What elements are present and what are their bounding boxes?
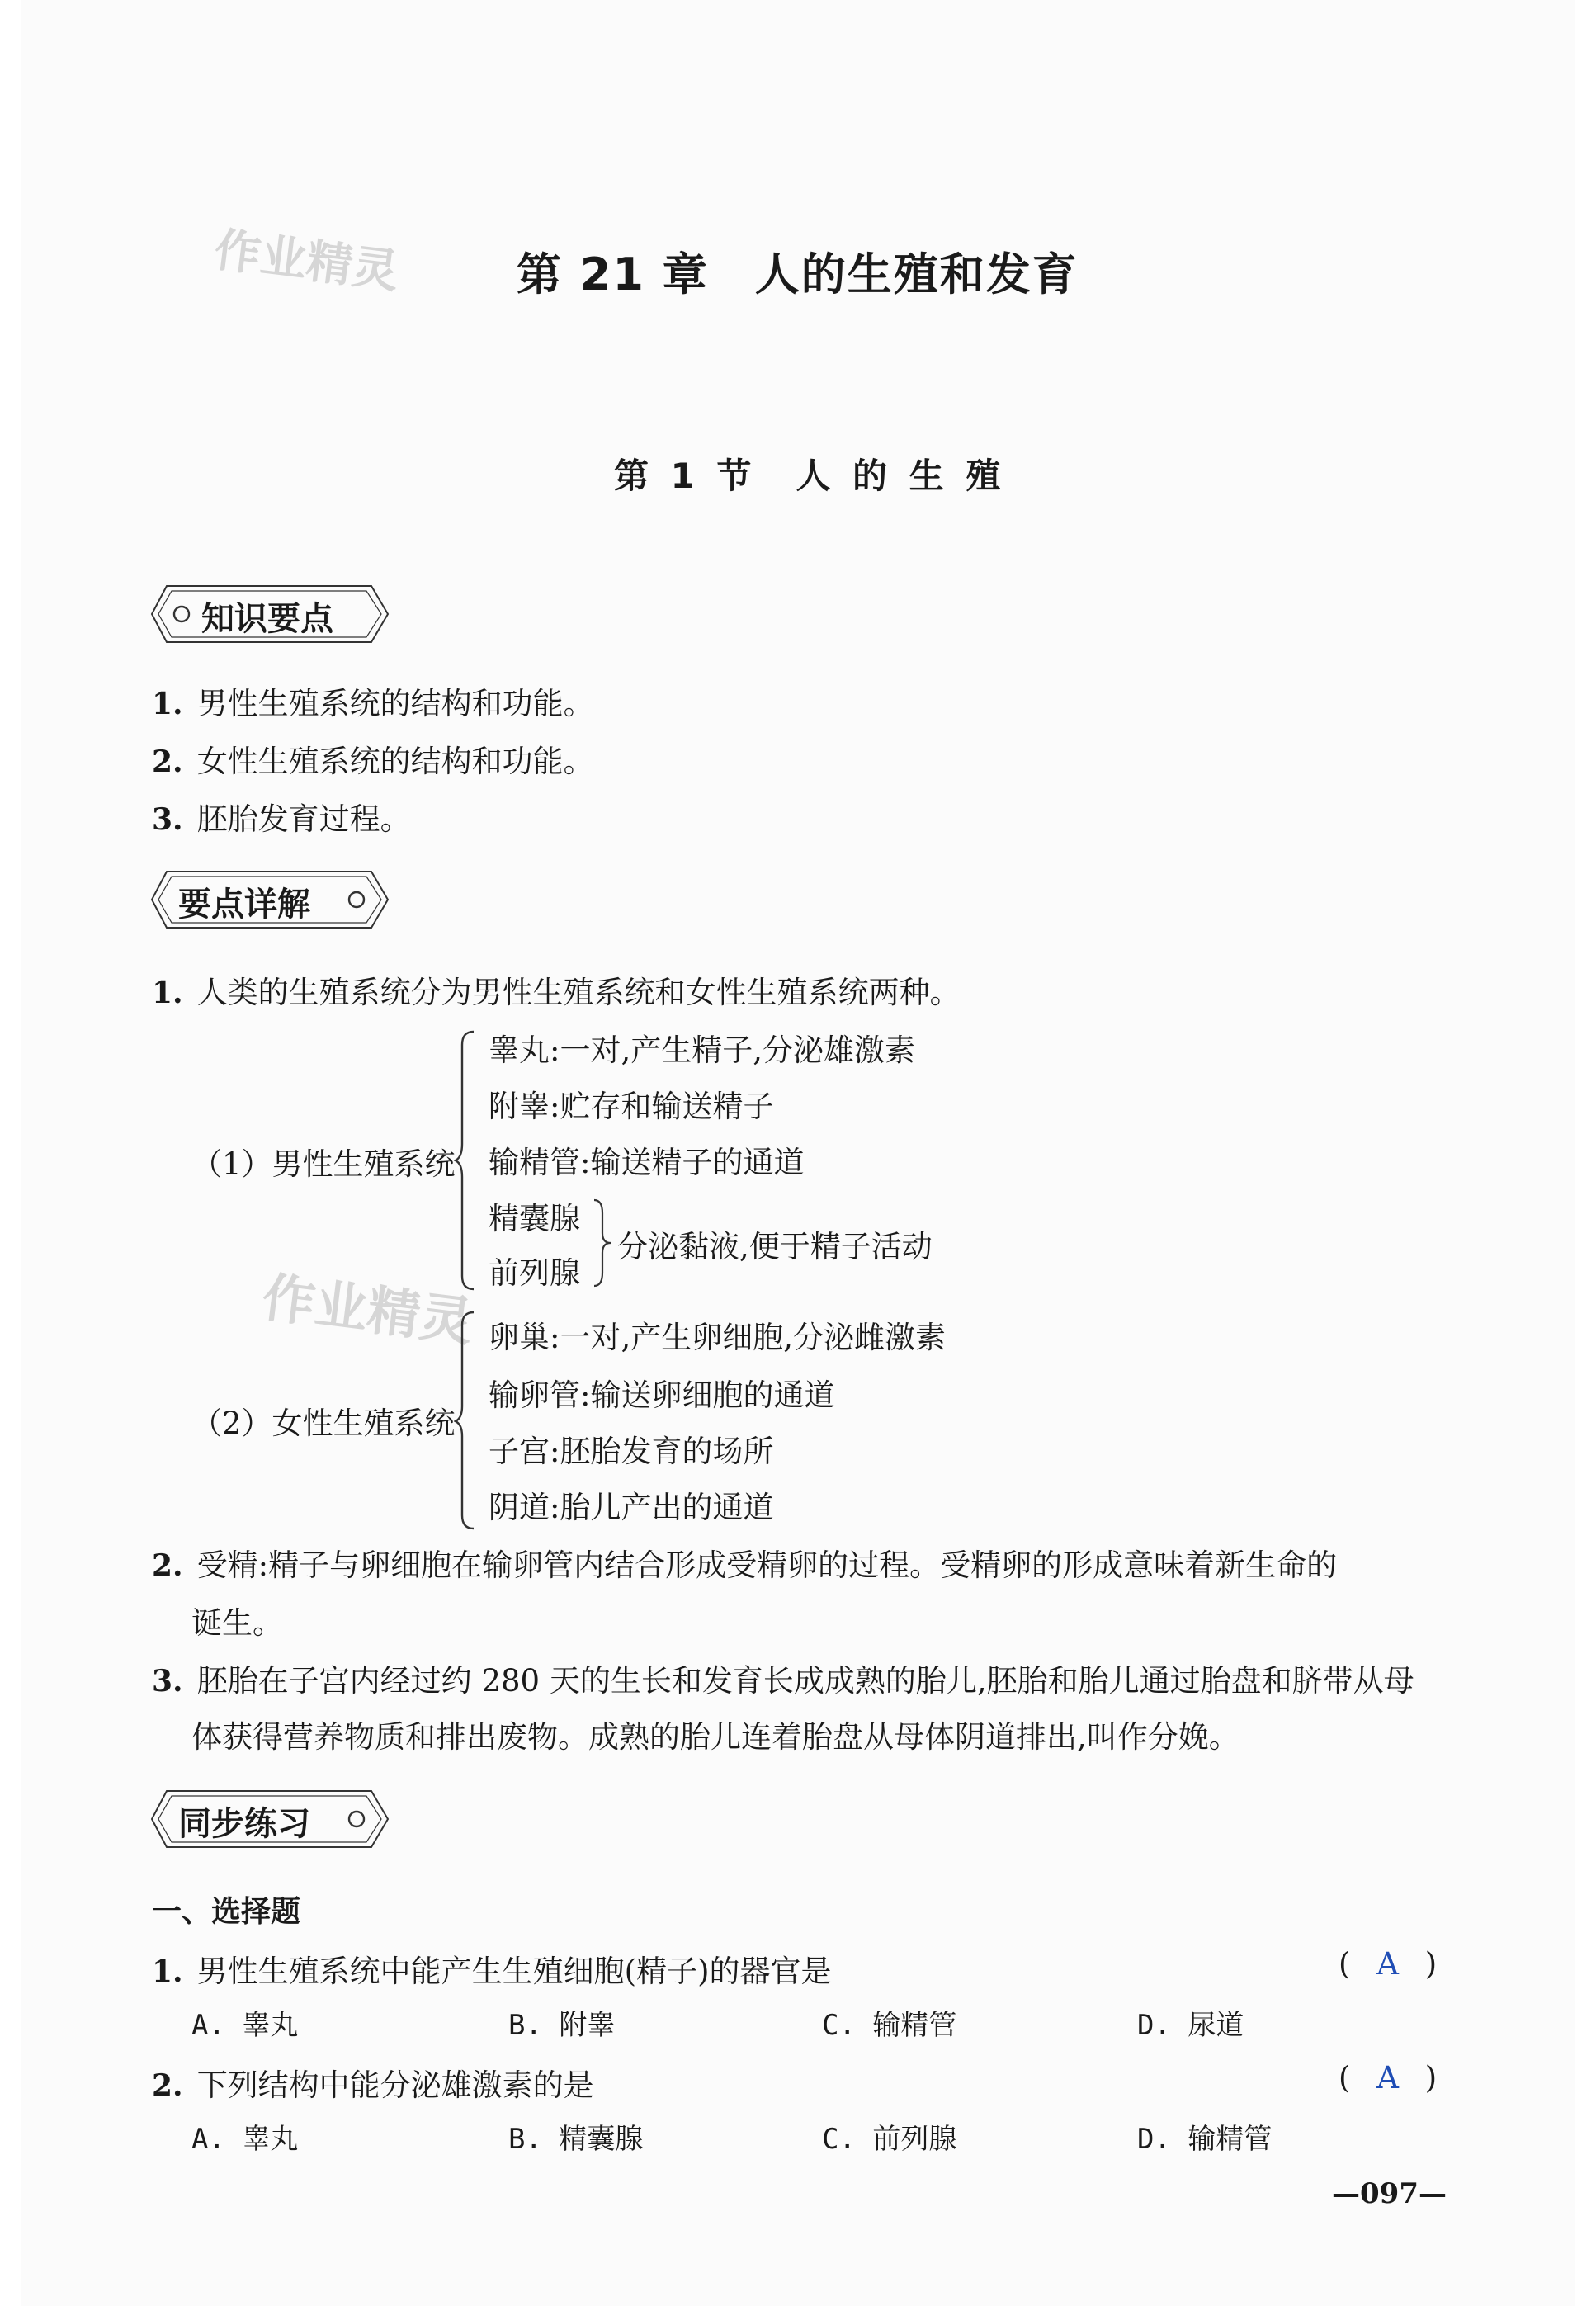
knowledge-point-1: 1. 男性生殖系统的结构和功能。: [152, 686, 594, 721]
practice-badge: [149, 1788, 396, 1850]
question-2-option-c: C. 前列腺: [822, 2123, 957, 2156]
badge-label: 知识要点: [201, 600, 333, 638]
knowledge-point-3: 3. 胚胎发育过程。: [152, 801, 411, 837]
question-2-option-a: A. 睾丸: [191, 2123, 299, 2156]
circle-icon: [349, 892, 364, 907]
detail-point-1: 1. 人类的生殖系统分为男性生殖系统和女性生殖系统两种。: [152, 975, 961, 1010]
male-item-testis: 睾丸:一对,产生精子,分泌雄激素: [489, 1033, 915, 1068]
detail-point-2-continued: 诞生。: [191, 1605, 283, 1641]
question-1-option-b: B. 附睾: [508, 2009, 616, 2042]
male-item-epididymis: 附睾:贮存和输送精子: [489, 1089, 774, 1124]
section-title: 第 1 节 人 的 生 殖: [614, 456, 1006, 496]
gland-brace: [593, 1197, 612, 1289]
male-brace: [454, 1028, 479, 1292]
answer-value: A: [1376, 1946, 1399, 1982]
choice-section-heading: 一、选择题: [152, 1895, 301, 1929]
question-1-option-d: D. 尿道: [1137, 2009, 1244, 2042]
female-item-uterus: 子宫:胚胎发育的场所: [489, 1434, 774, 1469]
question-2-option-b: B. 精囊腺: [508, 2123, 644, 2156]
male-item-prostate: 前列腺: [489, 1255, 580, 1291]
circle-icon: [174, 607, 189, 621]
detail-point-3: 3. 胚胎在子宫内经过约 280 天的生长和发育长成成熟的胎儿,胚胎和胎儿通过胎盘和脐带从母: [152, 1663, 1414, 1699]
watermark-top: 作业精灵: [211, 223, 402, 300]
knowledge-point-2: 2. 女性生殖系统的结构和功能。: [152, 744, 594, 779]
male-system-label: （1）男性生殖系统: [191, 1146, 456, 1182]
watermark-middle: 作业精灵: [258, 1267, 476, 1354]
female-brace: [454, 1309, 479, 1532]
question-1-option-a: A. 睾丸: [191, 2009, 299, 2042]
circle-icon: [349, 1812, 364, 1826]
detail-point-3-continued: 体获得营养物质和排出废物。成熟的胎儿连着胎盘从母体阴道排出,叫作分娩。: [191, 1719, 1239, 1755]
female-item-oviduct: 输卵管:输送卵细胞的通道: [489, 1377, 835, 1413]
male-item-vas-deferens: 输精管:输送精子的通道: [489, 1145, 805, 1180]
question-1-option-c: C. 输精管: [822, 2009, 957, 2042]
knowledge-points-badge: [149, 583, 396, 645]
page-number: —097—: [1332, 2177, 1447, 2210]
detail-point-2: 2. 受精:精子与卵细胞在输卵管内结合形成受精卵的过程。受精卵的形成意味着新生命的: [152, 1548, 1338, 1583]
female-item-ovary: 卵巢:一对,产生卵细胞,分泌雌激素: [489, 1320, 946, 1355]
details-badge: [149, 868, 396, 931]
document-page: [21, 0, 1575, 2306]
question-1-answer: ( A ): [1339, 1946, 1438, 1982]
gland-shared-function: 分泌黏液,便于精子活动: [617, 1229, 933, 1264]
question-1: 1. 男性生殖系统中能产生生殖细胞(精子)的器官是: [152, 1954, 832, 1989]
question-2-answer: ( A ): [1339, 2060, 1438, 2096]
female-system-label: （2）女性生殖系统: [191, 1406, 456, 1441]
chapter-title: 第 21 章 人的生殖和发育: [517, 248, 1079, 300]
question-2: 2. 下列结构中能分泌雄激素的是: [152, 2067, 594, 2103]
question-2-option-d: D. 输精管: [1137, 2123, 1273, 2156]
male-item-seminal-vesicle: 精囊腺: [489, 1201, 580, 1236]
answer-value: A: [1376, 2060, 1399, 2096]
female-item-vagina: 阴道:胎儿产出的通道: [489, 1490, 774, 1525]
badge-label: 要点详解: [178, 886, 310, 924]
badge-label: 同步练习: [178, 1805, 310, 1843]
